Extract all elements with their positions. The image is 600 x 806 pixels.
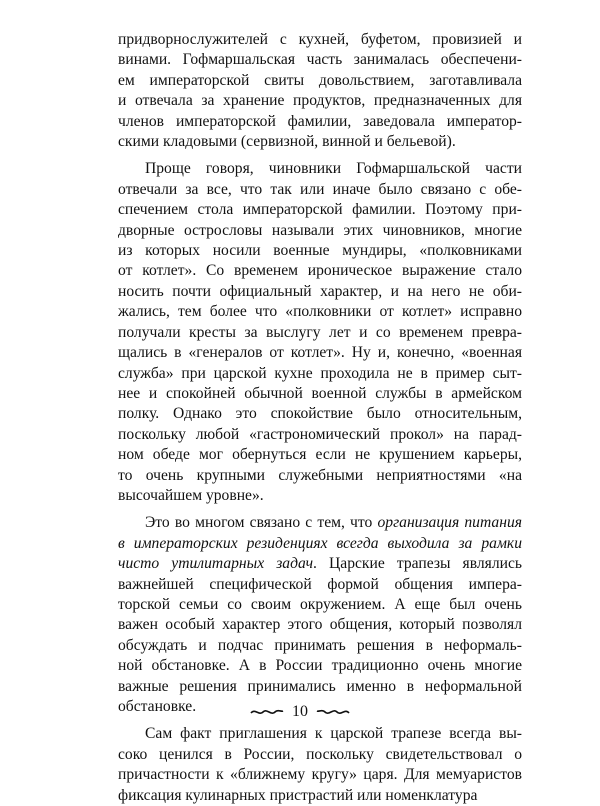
text-line (118, 112, 522, 132)
page-number: 10 (292, 703, 308, 721)
text-line (118, 636, 522, 656)
italic-text: чисто утилитарных задач (118, 555, 314, 573)
text-line (118, 91, 522, 111)
line-text: Проще говоря, чиновники Гофмаршальской части (145, 160, 522, 178)
text-line (118, 221, 522, 241)
text-line (118, 241, 522, 261)
text-line (118, 786, 522, 806)
text-line (118, 343, 522, 363)
line-text: Это во многом связано с тем, что (145, 514, 378, 532)
text-line (118, 466, 522, 486)
text-line (118, 180, 522, 200)
text-line (118, 615, 522, 635)
line-text: дворные острословы называли этих чиновников, многие (118, 221, 522, 239)
line-text: важен особый характер этого общения, который позволял (118, 616, 522, 634)
line-text: из которых носили военные мундиры, «полковниками (118, 242, 522, 260)
line-text: жались, тем более что «полковники от котлет» исправно (118, 303, 522, 321)
text-line (118, 71, 522, 91)
line-text: ном обеде мог обернуться если не крушением карьеры, (118, 446, 522, 464)
line-text: ной обстановке. А в России традиционно очень многие (118, 657, 522, 675)
line-text: служба» при царской кухне проходила не в пример сыт- (118, 364, 522, 382)
line-text: спечением стола императорской фамилии. Поэтому при- (118, 201, 522, 219)
text-line (118, 486, 522, 506)
line-text: носить почти официальный характер, и на него не оби- (118, 282, 522, 300)
line-text: скими кладовыми (сервизной, винной и бельевой). (118, 133, 456, 151)
line-text: причастности к «ближнему кругу» царя. Для мемуаристов (118, 766, 522, 784)
line-text: Сам факт приглашения к царской трапезе всегда вы- (145, 725, 522, 743)
line-text: отвечали за все, что так или иначе было связано с обе- (118, 180, 522, 198)
left-ornament-icon (250, 707, 284, 717)
line-text: важные решения принимались именно в неформальной (118, 677, 522, 695)
text-line (118, 132, 522, 152)
text-line (118, 50, 522, 70)
text-line (118, 159, 522, 179)
line-text: членов императорской фамилии, заведовала император- (118, 112, 522, 130)
text-line (118, 445, 522, 465)
line-text: нее и спокойней обычной военной службы в армейском (118, 384, 522, 402)
line-text: то очень крупными служебными неприятностями «на (118, 466, 522, 484)
text-line (118, 323, 522, 343)
paragraph (118, 159, 522, 506)
text-line (118, 724, 522, 744)
text-line (118, 200, 522, 220)
italic-text: организация питания (377, 514, 522, 532)
text-line (118, 30, 522, 50)
line-text: от котлет». Со временем ироническое выражение стало (118, 262, 522, 280)
line-text: важнейшей специфической формой общения импера- (118, 575, 522, 593)
line-text: обстановке. (118, 698, 197, 715)
text-line (118, 261, 522, 281)
line-text: полку. Однако это спокойствие было относительным, (118, 405, 522, 423)
line-text: ем императорской свиты довольствием, заготавливала (118, 71, 522, 89)
line-text: обсуждать и подчас принимать решения в неформаль- (118, 636, 522, 654)
text-line (118, 765, 522, 785)
text-line (118, 404, 522, 424)
text-line (118, 534, 522, 554)
line-text: поскольку любой «гастрономический прокол» на парад- (118, 425, 522, 443)
paragraph (118, 513, 522, 717)
line-text: соко ценился в России, поскольку свидетельствовал о (118, 745, 522, 763)
line-text: . Царские трапезы являлись (313, 555, 522, 573)
line-text: высочайшем уровне». (118, 486, 264, 504)
text-line (118, 575, 522, 595)
text-line (118, 513, 522, 533)
text-line (118, 425, 522, 445)
italic-text: в императорских резиденциях всегда выходила за рамки (118, 534, 522, 552)
text-line (118, 282, 522, 302)
text-line (118, 554, 522, 574)
text-line (118, 364, 522, 384)
line-text: придворнослужителей с кухней, буфетом, провизией и (118, 31, 522, 48)
paragraph (118, 724, 522, 806)
right-ornament-icon (316, 707, 350, 717)
page-footer (0, 703, 600, 721)
line-text: и отвечала за хранение продуктов, предназначенных для (118, 92, 522, 110)
text-line (118, 595, 522, 615)
paragraph-gap (118, 152, 522, 159)
line-text: торской семьи со своим окружением. А еще был очень (118, 595, 522, 613)
paragraph-gap (118, 506, 522, 513)
text-line (118, 745, 522, 765)
text-line (118, 302, 522, 322)
line-text: щались в «генералов от котлет». Ну и, конечно, «военная (118, 344, 522, 362)
line-text: винами. Гофмаршальская часть занималась обеспечени- (118, 51, 522, 69)
text-line (118, 656, 522, 676)
line-text: получали кресты за выслугу лет и со временем превра- (118, 323, 522, 341)
body-text (118, 30, 522, 806)
text-line (118, 677, 522, 697)
line-text: фиксация кулинарных пристрастий или номенклатура (118, 786, 478, 804)
text-line (118, 384, 522, 404)
paragraph (118, 30, 522, 152)
